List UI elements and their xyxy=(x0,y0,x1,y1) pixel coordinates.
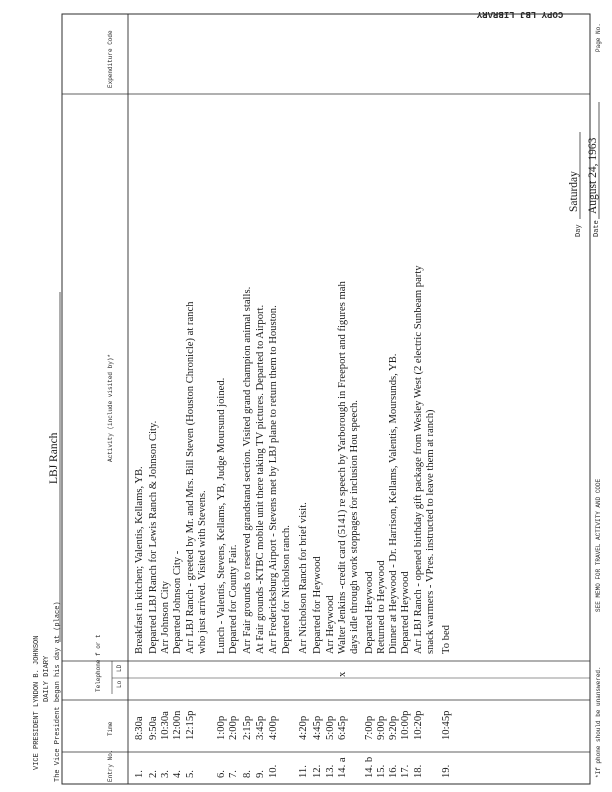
footer-page-label: Page No. xyxy=(595,23,602,52)
col-header-expenditure: Expenditure Code xyxy=(107,30,114,88)
diary-entries xyxy=(134,265,452,778)
entry-time: 4:20p xyxy=(298,715,309,740)
entry-number: 2. xyxy=(148,770,159,778)
date-value: August 24, 1963 xyxy=(587,137,599,214)
entry-activity: Arr Nicholson Ranch for brief visit. xyxy=(298,502,309,654)
entry-time: 9:50a xyxy=(148,716,159,740)
entry-activity: Departed Johnson City - xyxy=(172,550,183,654)
entry-activity: Departed Heywood xyxy=(400,571,411,654)
began-label: The Vice President began his day at (place) xyxy=(54,601,62,782)
entry-activity: Arr Fredericksburg Airport - Stevens met by LBJ plane to return them to Houston. xyxy=(268,305,279,654)
day-label: Day xyxy=(575,224,583,237)
entry-activity: At Fair grounds -KTBC mobile unit there taking TV pictures. Departed to Airport. xyxy=(255,304,266,654)
vp-line: VICE PRESIDENT LYNDON B. JOHNSON xyxy=(33,635,41,770)
entry-activity: Breakfast in kitchen; Valentis, Kellams, YB. xyxy=(134,466,145,654)
copy-stamp: COPY LBJ LIBRARY xyxy=(476,9,564,19)
entry-time: 10:30a xyxy=(160,711,171,740)
entry-activity: Departed for Nicholson ranch. xyxy=(281,525,292,654)
entry-time: 12:15p xyxy=(185,710,196,740)
entry-time: 8:30a xyxy=(134,716,145,740)
entry-activity: who just arrived. Visited with Stevens. xyxy=(197,490,208,654)
entry-activity: Returned to Heywood xyxy=(376,560,387,654)
col-header-activity: Activity (include visited by)* xyxy=(107,353,114,462)
footer-left-note: *If phone should be unanswered. xyxy=(595,666,602,778)
entry-activity: Departed Heywood xyxy=(364,571,375,654)
diary-form xyxy=(33,14,602,784)
date-label: Date xyxy=(593,220,601,237)
entry-time: 12:00n xyxy=(172,710,183,740)
entry-number: 16. xyxy=(388,764,399,778)
entry-number: 3. xyxy=(160,770,171,778)
col-header-tel-from: Lo xyxy=(116,680,123,688)
entry-time: 10:45p xyxy=(441,710,452,740)
entry-activity: Arr Fair grounds to reserved grandstand section. Visited grand champion animal stalls. xyxy=(242,286,253,654)
entry-activity: Departed for Heywood xyxy=(312,556,323,654)
footer-center-note: SEE MEMO FOR TRAVEL ACTIVITY AND CODE xyxy=(595,478,602,612)
entry-number: 1. xyxy=(134,770,145,778)
entry-number: 14. b xyxy=(364,756,375,778)
entry-activity: Arr Johnson City xyxy=(160,581,171,654)
entry-time: 2:00p xyxy=(228,715,239,740)
entry-time: 2:15p xyxy=(242,715,253,740)
entry-activity: days idle through work stoppages for inclusion Hou speech. xyxy=(349,400,360,654)
entry-activity: Walter Jenkins -credit card (5141) re speech by Yarborough in Freeport and figures mah xyxy=(337,281,348,654)
entry-number: 13. xyxy=(325,764,336,778)
entry-time: 9:00p xyxy=(376,715,387,740)
entry-time: 4:45p xyxy=(312,715,323,740)
entry-time: 9:20p xyxy=(388,715,399,740)
entry-activity: Arr Heywood xyxy=(325,595,336,654)
col-header-telephone: Telephone f or t xyxy=(95,634,102,692)
entry-number: 12. xyxy=(312,764,323,778)
entry-activity: Dinner at Heywood - Dr. Harrison, Kellams, Valentis, Moursunds, YB. xyxy=(388,353,399,654)
entry-number: 10. xyxy=(268,764,279,778)
entry-activity: Arr LBJ Ranch - greeted by Mr. and Mrs. Bill Steven (Houston Chronicle) at ranch xyxy=(185,301,196,654)
entry-activity: snack warmers - VPres. instructed to leave them at ranch) xyxy=(425,409,436,654)
col-header-time: Time xyxy=(107,721,114,736)
entry-activity: Departed LBJ Ranch for Lewis Ranch & Johnson City. xyxy=(148,420,159,654)
entry-number: 14. a xyxy=(337,757,348,778)
diary-title: DAILY DIARY xyxy=(43,655,51,702)
entry-number: 11. xyxy=(298,765,309,778)
entry-activity: Arr LBJ Ranch - opened birthday gift package from Wesley West (2 electric Sunbeam party xyxy=(413,265,424,654)
col-header-entry-no: Entry No. xyxy=(107,749,114,782)
entry-time: 10:20p xyxy=(413,710,424,740)
entry-number: 18. xyxy=(413,764,424,778)
entry-phone-mark: x xyxy=(337,671,348,677)
table-frame xyxy=(62,14,590,784)
entry-number: 15. xyxy=(376,764,387,778)
entry-time: 10:00p xyxy=(400,710,411,740)
entry-number: 8. xyxy=(242,770,253,778)
entry-number: 4. xyxy=(172,770,183,778)
entry-time: 7:00p xyxy=(364,715,375,740)
entry-time: 1:00p xyxy=(216,715,227,740)
entry-number: 5. xyxy=(185,770,196,778)
entry-number: 6. xyxy=(216,770,227,778)
entry-time: 4:00p xyxy=(268,715,279,740)
entry-activity: To bed xyxy=(441,625,452,654)
entry-time: 6:45p xyxy=(337,715,348,740)
entry-time: 3:45p xyxy=(255,715,266,740)
day-value: Saturday xyxy=(568,171,580,212)
entry-number: 17. xyxy=(400,764,411,778)
entry-activity: Lunch - Valentis, Stevens, Kellams, YB, Judge Moursund joined. xyxy=(216,377,227,654)
col-header-tel-to: LD xyxy=(116,664,123,672)
place-value: LBJ Ranch xyxy=(48,432,60,484)
entry-number: 7. xyxy=(228,770,239,778)
entry-number: 9. xyxy=(255,770,266,778)
entry-activity: Departed for County Fair. xyxy=(228,544,239,654)
entry-time: 5:00p xyxy=(325,715,336,740)
entry-number: 19. xyxy=(441,764,452,778)
table-border xyxy=(62,14,590,784)
